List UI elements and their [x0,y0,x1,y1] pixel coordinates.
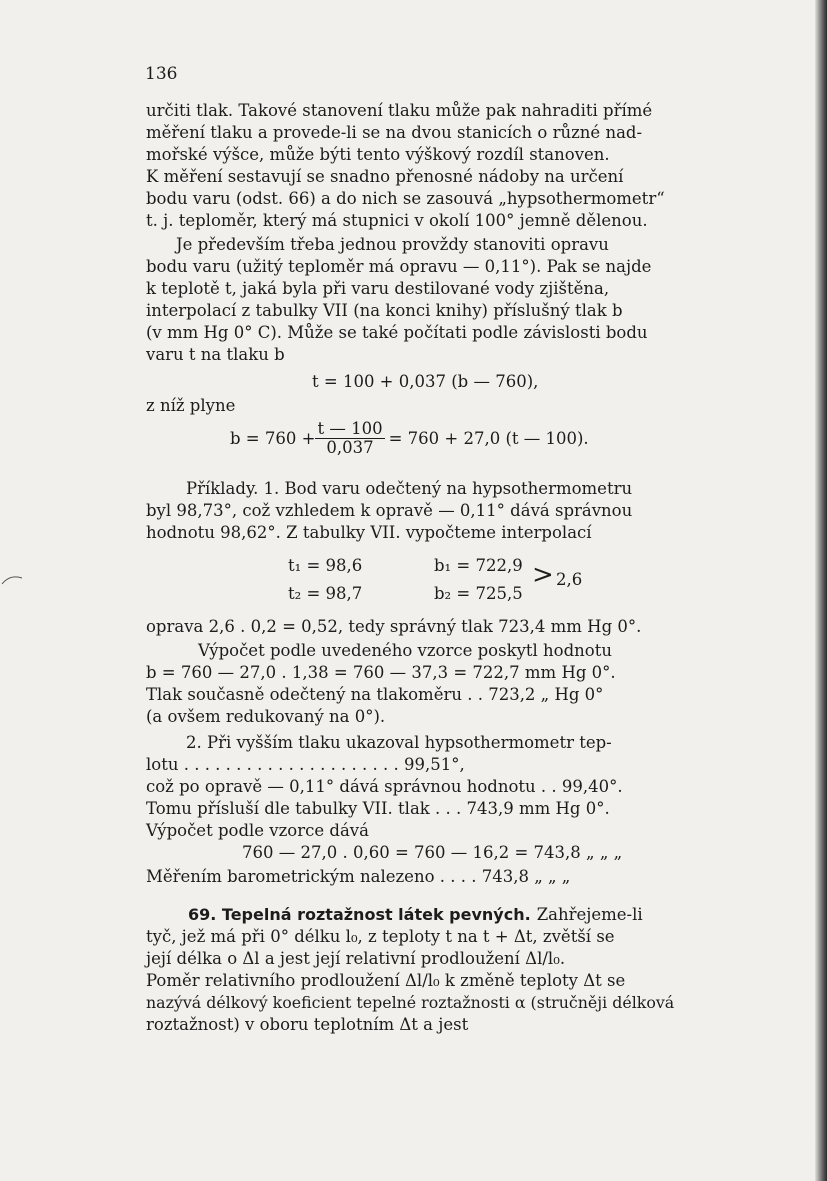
text-line: b = 760 — 27,0 . 1,38 = 760 — 37,3 = 722,7 mm Hg 0°. [146,663,616,682]
equation-1: t = 100 + 0,037 (b — 760), [312,372,539,391]
text-line: 760 — 27,0 . 0,60 = 760 — 16,2 = 743,8 „ „ „ [242,843,623,862]
text-line: z níž plyne [146,396,236,415]
text-line: Je především třeba jednou provždy stanoviti opravu [176,235,609,254]
text-line: lotu . . . . . . . . . . . . . . . . . . . . . 99,51°, [146,755,465,774]
text-line: byl 98,73°, což vzhledem k opravě — 0,11° dává správnou [146,501,633,520]
text-line: Tomu přísluší dle tabulky VII. tlak . . . 743,9 mm Hg 0°. [146,799,610,818]
text-segment: Zahřejeme-li [536,905,643,924]
page-edge-shadow [815,0,827,1181]
eq2-denominator: 0,037 [326,438,374,457]
text-line: měření tlaku a provede-li se na dvou stanicích o různé nad- [146,123,643,142]
table-diff: 2,6 [556,570,583,589]
table-b1: b₁ = 722,9 [434,556,523,575]
text-line: Výpočet podle vzorce dává [146,821,369,840]
eq2-rhs: = 760 + 27,0 (t — 100). [388,429,589,448]
text-line: K měření sestavují se snadno přenosné nádoby na určení [146,167,624,186]
text-line: hodnotu 98,62°. Z tabulky VII. vypočteme interpolací [146,523,592,542]
section-heading-line [188,904,732,926]
text-line: k teplotě t, jaká byla při varu destilované vody zjištěna, [146,279,610,298]
section-heading: 69. Tepelná roztažnost látek pevných. [188,905,531,924]
margin-pencil-mark [0,570,26,590]
table-b2: b₂ = 725,5 [434,584,523,603]
eq2-numerator: t — 100 [317,419,383,438]
text-line: což po opravě — 0,11° dává správnou hodnotu . . 99,40°. [146,777,623,796]
text-line: nazývá délkový koeficient tepelné roztažnosti α (stručněji délková [146,993,675,1012]
text-line: (a ovšem redukovaný na 0°). [146,707,386,726]
greater-than-symbol: > [532,560,554,590]
text-line: (v mm Hg 0° C). Může se také počítati podle závislosti bodu [146,323,648,342]
text-line: určiti tlak. Takové stanovení tlaku může pak nahraditi přímé [146,101,653,120]
text-line: interpolací z tabulky VII (na konci knihy) příslušný tlak b [146,301,623,320]
text-line: Příklady. 1. Bod varu odečtený na hypsothermometru [186,479,633,498]
text-line: mořské výšce, může býti tento výškový rozdíl stanoven. [146,145,610,164]
text-line: Výpočet podle uvedeného vzorce poskytl hodnotu [198,641,612,660]
eq2-fraction [315,420,384,457]
table-t1: t₁ = 98,6 [288,556,363,575]
text-line: bodu varu (odst. 66) a do nich se zasouvá „hypsothermometr“ [146,189,665,208]
text-line: Poměr relativního prodloužení Δl/l₀ k změně teploty Δt se [146,971,626,990]
text-line: 2. Při vyšším tlaku ukazoval hypsothermometr tep- [186,733,612,752]
page-number: 136 [145,64,178,84]
equation-2 [230,420,589,457]
text-line: oprava 2,6 . 0,2 = 0,52, tedy správný tlak 723,4 mm Hg 0°. [146,617,642,636]
text-line: její délka o Δl a jest její relativní prodloužení Δl/l₀. [146,949,566,968]
text-line: roztažnost) v oboru teplotním Δt a jest [146,1015,469,1034]
text-line: Tlak současně odečtený na tlakoměru . . 723,2 „ Hg 0° [146,685,604,704]
text-line: Měřením barometrickým nalezeno . . . . 743,8 „ „ „ [146,867,571,886]
text-line: tyč, jež má při 0° délku l₀, z teploty t na t + Δt, zvětší se [146,927,615,946]
eq2-lhs: b = 760 + [230,429,316,448]
text-line: t. j. teploměr, který má stupnici v okolí 100° jemně dělenou. [146,211,648,230]
text-line: varu t na tlaku b [146,345,285,364]
table-t2: t₂ = 98,7 [288,584,363,603]
text-line: bodu varu (užitý teploměr má opravu — 0,11°). Pak se najde [146,257,652,276]
